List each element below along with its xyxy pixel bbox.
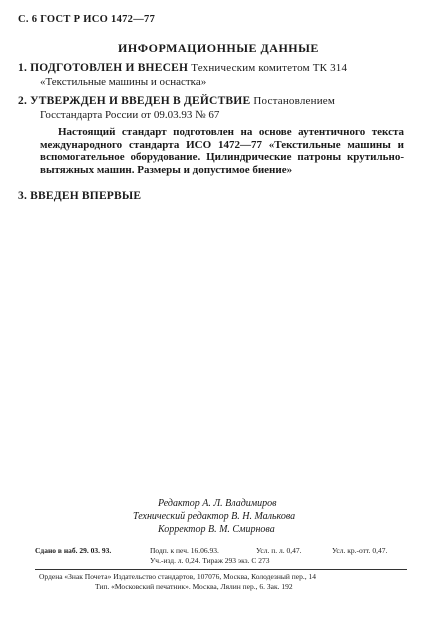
imprint-circulation: Уч.-изд. л. 0,24. Тираж 293 экз. С 273 [150, 556, 270, 565]
item-continuation: «Текстильные машины и оснастка» [40, 76, 207, 88]
imprint-print-sheets: Усл. п. л. 0,47. [256, 546, 302, 555]
imprint-submitted: Сдано в наб. 29. 03. 93. [35, 546, 112, 555]
item-number: 2. [18, 95, 28, 107]
imprint-publisher: Ордена «Знак Почета» Издательство стандартов, 107076, Москва, Колодезный пер., 14 [39, 572, 317, 581]
item-number: 1. [18, 62, 28, 74]
corrector-credit: Корректор В. М. Смирнова [158, 524, 275, 535]
tech-editor-credit: Технический редактор В. Н. Малькова [133, 511, 296, 522]
imprint-color-prints: Усл. кр.-отт. 0,47. [332, 546, 388, 555]
standard-note: Настоящий стандарт подготовлен на основе аутентичного текста международного стандарта ИСО 1472—77 «Текстильные машины и вспомогательное оборудование. Цилиндрические патроны крутильно-вытяжных машин. Размеры и допустимое биение» [40, 126, 404, 176]
imprint-printer: Тип. «Московский печатник». Москва, Лялин пер., 6. Зак. 192 [95, 582, 293, 591]
imprint-signed: Подп. к печ. 16.06.93. [150, 546, 219, 555]
page-header: С. 6 ГОСТ Р ИСО 1472—77 [18, 14, 156, 25]
info-item-3 [18, 190, 141, 202]
editor-credit: Редактор А. Л. Владимиров [158, 498, 277, 509]
item-heading: УТВЕРЖДЕН И ВВЕДЕН В ДЕЙСТВИЕ [30, 95, 251, 107]
page-title: ИНФОРМАЦИОННЫЕ ДАННЫЕ [118, 41, 319, 55]
item-heading: ПОДГОТОВЛЕН И ВНЕСЕН [30, 62, 189, 74]
item-body: Постановлением [253, 95, 336, 107]
info-item-2 [18, 95, 335, 107]
info-item-1 [18, 62, 347, 74]
item-body: Техническим комитетом ТК 314 [191, 62, 348, 74]
item-continuation: Госстандарта России от 09.03.93 № 67 [40, 109, 220, 121]
item-heading: ВВЕДЕН ВПЕРВЫЕ [30, 190, 142, 202]
divider-line [35, 569, 407, 570]
item-number: 3. [18, 190, 28, 202]
